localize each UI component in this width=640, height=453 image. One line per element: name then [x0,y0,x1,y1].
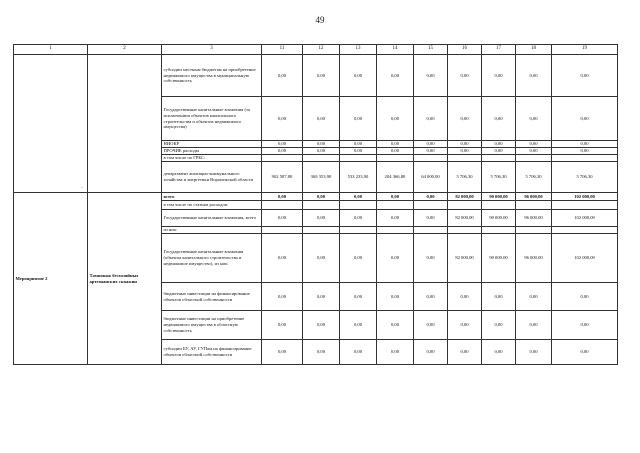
value-cell: 0,00 [377,340,414,365]
value-cell: 0,00 [448,55,482,97]
value-cell: 0,00 [516,97,552,141]
value-cell: 0,00 [482,311,516,340]
value-cell: 0,00 [377,55,414,97]
header-cell: 15 [414,45,448,55]
value-cell: 0,00 [377,311,414,340]
row-description: в том числе по ГРБС: [162,155,262,162]
value-cell: 0,00 [414,340,448,365]
value-cell [262,155,303,162]
value-cell [448,227,482,234]
header-cell: 14 [377,45,414,55]
value-cell: 533 233,90 [340,162,377,193]
row-description: НИОКР [162,141,262,148]
value-cell [303,201,340,210]
value-cell: 0,00 [414,97,448,141]
header-cell: 12 [303,45,340,55]
value-cell: 0,00 [303,340,340,365]
value-cell [340,227,377,234]
value-cell: 102 000,00 [552,210,618,227]
value-cell: 0,00 [262,193,303,201]
preceding-name-cell [88,55,162,193]
value-cell: 82 000,00 [448,234,482,283]
value-cell: 0,00 [262,148,303,155]
row-description: бюджетные инвестиции на приобретение недвижимого имущества в областную собственность [162,311,262,340]
value-cell: 0,00 [448,340,482,365]
row-description: бюджетные инвестиции на финансирование объектов областной собственности [162,283,262,311]
value-cell: 0,00 [340,193,377,201]
value-cell: 0,00 [262,97,303,141]
value-cell: 0,00 [262,340,303,365]
row-description: субсидии БУ, АУ, ГУПам на финансирование объектов областной собственности [162,340,262,365]
page-number: 49 [315,15,325,25]
value-cell: 0,00 [340,141,377,148]
value-cell [340,155,377,162]
value-cell: 64 000,00 [414,162,448,193]
value-cell: 0,00 [340,283,377,311]
row-description: Государственные капитальные вложения (объекты капитального строительства и недвижимое имущество), из них: [162,234,262,283]
value-cell: 369 353,90 [303,162,340,193]
value-cell: 0,00 [516,340,552,365]
value-cell: 0,00 [303,311,340,340]
value-cell: 0,00 [377,234,414,283]
value-cell: 0,00 [414,234,448,283]
value-cell: 0,00 [377,148,414,155]
value-cell: 0,00 [262,55,303,97]
row-description: всего [162,193,262,201]
value-cell: 0,00 [340,340,377,365]
header-cell: 18 [516,45,552,55]
value-cell: 90 000,00 [482,210,516,227]
row-description: в том числе по статьям расходов: [162,201,262,210]
value-cell: 204 366,80 [377,162,414,193]
value-cell: 102 000,00 [552,193,618,201]
value-cell: 0,00 [414,210,448,227]
value-cell [516,155,552,162]
value-cell: 0,00 [303,97,340,141]
value-cell: 0,00 [377,210,414,227]
value-cell: 0,00 [303,234,340,283]
value-cell: 0,00 [340,97,377,141]
value-cell [414,201,448,210]
value-cell: 0,00 [516,283,552,311]
value-cell [414,155,448,162]
row-description: Государственные капитальные вложения (за исключением объектов капитального строительства и объектов недвижимого имущества) [162,97,262,141]
value-cell: 0,00 [262,210,303,227]
row-description: из них: [162,227,262,234]
value-cell: 0,00 [340,234,377,283]
continuation-marker: - [81,185,83,191]
header-cell: 1 [14,45,88,55]
value-cell: 0,00 [552,141,618,148]
value-cell: 0,00 [262,283,303,311]
preceding-measure-cell [14,55,88,193]
value-cell: 0,00 [340,148,377,155]
value-cell: 0,00 [340,55,377,97]
value-cell: 0,00 [340,210,377,227]
value-cell: 0,00 [482,340,516,365]
value-cell: 0,00 [262,311,303,340]
row-description: Государственные капитальные вложения, всего [162,210,262,227]
value-cell: 0,00 [482,148,516,155]
value-cell: 0,00 [552,55,618,97]
value-cell: 0,00 [414,311,448,340]
value-cell: 90 000,00 [482,234,516,283]
value-cell: 0,00 [414,193,448,201]
value-cell: 0,00 [448,148,482,155]
value-cell: 0,00 [552,340,618,365]
value-cell: 0,00 [448,97,482,141]
header-row [14,45,618,55]
value-cell: 0,00 [303,55,340,97]
value-cell: 0,00 [303,148,340,155]
header-cell: 13 [340,45,377,55]
value-cell: 96 000,00 [516,210,552,227]
value-cell [262,201,303,210]
value-cell [482,227,516,234]
value-cell: 0,00 [340,311,377,340]
value-cell: 0,00 [262,234,303,283]
header-cell: 11 [262,45,303,55]
value-cell: 5 706,30 [516,162,552,193]
value-cell [340,201,377,210]
value-cell: 0,00 [262,141,303,148]
table-row [14,193,618,201]
value-cell [303,227,340,234]
value-cell: 0,00 [414,55,448,97]
value-cell [482,201,516,210]
header-cell: 2 [88,45,162,55]
value-cell: 102 000,00 [552,234,618,283]
value-cell: 0,00 [377,283,414,311]
row-description: субсидии местным бюджетам на приобретение недвижимого имущества в муниципальную собственность [162,55,262,97]
value-cell: 0,00 [414,148,448,155]
value-cell: 96 000,00 [516,193,552,201]
value-cell: 0,00 [414,141,448,148]
value-cell [552,227,618,234]
value-cell: 0,00 [482,97,516,141]
value-cell: 0,00 [516,55,552,97]
value-cell: 902 587,80 [262,162,303,193]
value-cell [377,227,414,234]
value-cell: 0,00 [552,311,618,340]
value-cell [552,155,618,162]
value-cell: 0,00 [303,193,340,201]
header-cell: 3 [162,45,262,55]
value-cell: 90 000,00 [482,193,516,201]
header-cell: 16 [448,45,482,55]
value-cell [262,227,303,234]
row-description: департамент жилищно-коммунального хозяйства и энергетики Воронежской области [162,162,262,193]
value-cell [448,155,482,162]
row-description: ПРОЧИЕ расходы [162,148,262,155]
value-cell: 82 000,00 [448,210,482,227]
value-cell [516,227,552,234]
value-cell: 0,00 [377,141,414,148]
value-cell [482,155,516,162]
value-cell [516,201,552,210]
value-cell: 0,00 [516,148,552,155]
value-cell [414,227,448,234]
header-cell: 19 [552,45,618,55]
value-cell: 0,00 [377,97,414,141]
value-cell: 5 706,30 [448,162,482,193]
value-cell: 0,00 [552,148,618,155]
measure-name: Тампонаж бесхозяйных артезианских скважин [88,193,162,365]
value-cell: 0,00 [448,311,482,340]
value-cell: 0,00 [482,55,516,97]
value-cell: 0,00 [482,141,516,148]
value-cell: 0,00 [377,193,414,201]
value-cell [377,155,414,162]
value-cell [377,201,414,210]
value-cell [303,155,340,162]
value-cell: 0,00 [516,141,552,148]
value-cell: 0,00 [552,97,618,141]
value-cell: 0,00 [448,141,482,148]
value-cell: 0,00 [448,283,482,311]
table-row [14,55,618,97]
value-cell: 0,00 [482,283,516,311]
value-cell: 0,00 [303,210,340,227]
value-cell [448,201,482,210]
value-cell: 82 000,00 [448,193,482,201]
value-cell: 0,00 [414,283,448,311]
measure-label: Мероприятие 2 [14,193,88,365]
value-cell: 5 706,30 [482,162,516,193]
value-cell: 0,00 [552,283,618,311]
value-cell: 5 706,30 [552,162,618,193]
budget-table [13,44,618,365]
header-cell: 17 [482,45,516,55]
value-cell: 96 000,00 [516,234,552,283]
value-cell [552,201,618,210]
value-cell: 0,00 [303,141,340,148]
value-cell: 0,00 [516,311,552,340]
value-cell: 0,00 [303,283,340,311]
